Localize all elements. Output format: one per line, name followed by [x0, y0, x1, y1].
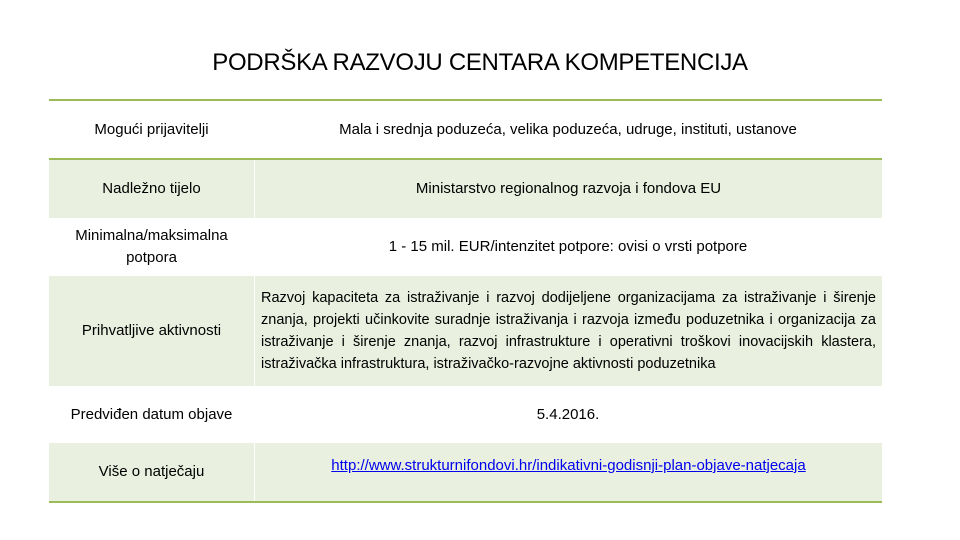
table-row-publish-date: [49, 386, 882, 443]
row-value: Razvoj kapaciteta za istraživanje i razvoj dodijeljene organizacijama za istraživanje i širenje znanja, projekti učinkovite suradnje istraživanja i razvoja između poduzetnika i organizacija za istraživanje i širenje znanja, razvoj infrastrukture i operativni troškovi inovacijskih klastera, istraživačka infrastruktura, istraživačko-razvojne aktivnosti poduzetnika: [254, 276, 882, 386]
info-table: [49, 99, 882, 503]
row-label: Nadležno tijelo: [49, 160, 254, 218]
row-label: Prihvatljive aktivnosti: [49, 276, 254, 386]
tender-link[interactable]: http://www.strukturnifondovi.hr/indikativni-godisnji-plan-objave-natjecaja: [331, 457, 806, 474]
row-label: Predviđen datum objave: [70, 405, 233, 423]
table-row-authority: [49, 158, 882, 218]
slide-title: PODRŠKA RAZVOJU CENTARA KOMPETENCIJA: [212, 49, 748, 76]
table-row-more-info: [49, 443, 882, 501]
row-value: 5.4.2016.: [536, 405, 600, 423]
row-value: Mala i srednja poduzeća, velika poduzeća, udruge, instituti, ustanove: [339, 120, 797, 138]
table-row-applicants: [49, 101, 882, 158]
row-value: 1 - 15 mil. EUR/intenzitet potpore: ovisi o vrsti potpore: [388, 238, 748, 255]
row-value: Ministarstvo regionalnog razvoja i fondova EU: [254, 160, 882, 218]
table-row-activities: [49, 276, 882, 386]
row-label: Više o natječaju: [49, 443, 254, 501]
row-value: [254, 443, 882, 501]
row-label: Mogući prijavitelji: [94, 120, 209, 138]
row-label: Minimalna/maksimalna potpora: [75, 227, 228, 266]
table-row-support: [49, 218, 882, 276]
